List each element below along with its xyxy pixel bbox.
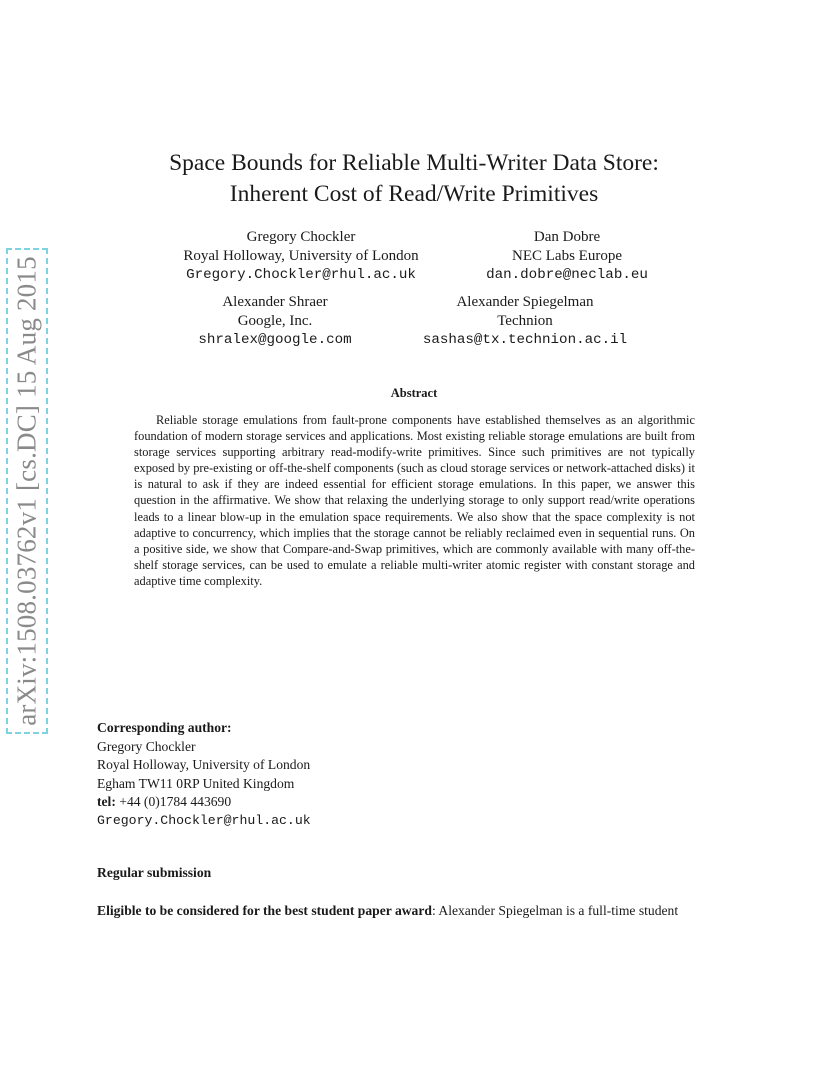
corresponding-email: Gregory.Chockler@rhul.ac.uk — [97, 812, 311, 828]
submission-type: Regular submission — [97, 865, 212, 880]
eligibility-text: : Alexander Spiegelman is a full-time student — [431, 903, 679, 918]
author-block — [160, 228, 442, 285]
paper-title — [0, 148, 828, 210]
arxiv-stamp — [6, 248, 48, 734]
arxiv-identifier: arXiv:1508.03762v1 [cs.DC] 15 Aug 2015 — [11, 256, 42, 726]
corresponding-heading: Corresponding author: — [97, 720, 232, 735]
eligibility-statement — [97, 903, 678, 919]
abstract-heading: Abstract — [390, 386, 438, 400]
author-block — [400, 293, 650, 350]
author-email: shralex@google.com — [198, 332, 352, 348]
corresponding-tel — [97, 793, 311, 812]
author-name: Alexander Shraer — [222, 294, 328, 310]
corresponding-address: Egham TW11 0RP United Kingdom — [97, 775, 295, 791]
author-affiliation: Google, Inc. — [237, 313, 313, 329]
tel-label: tel: — [97, 794, 116, 809]
author-name: Alexander Spiegelman — [456, 294, 594, 310]
title-line-1: Space Bounds for Reliable Multi-Writer Data Store: — [169, 150, 659, 176]
author-email: Gregory.Chockler@rhul.ac.uk — [186, 267, 416, 283]
author-block — [470, 228, 664, 285]
title-line-2: Inherent Cost of Read/Write Primitives — [229, 181, 599, 207]
tel-value: +44 (0)1784 443690 — [115, 794, 232, 809]
corresponding-name: Gregory Chockler — [97, 738, 196, 754]
author-affiliation: Technion — [497, 313, 553, 329]
abstract-body: Reliable storage emulations from fault-prone components have established themselves as an algorithmic foundation of modern storage services and applications. Most existing reliable storage emulations are built from storage services supporting arbitrary read-modify-write primitives. Since such primitives are not typically exposed by pre-existing or off-the-shelf components (such as cloud storage services or network-attached disks) it is natural to ask if they are indeed essential for efficient storage emulations. In this paper, we answer this question in the affirmative. We show that relaxing the underlying storage to only support read/write operations leads to a linear blow-up in the emulation space requirements. We also show that the space complexity is not adaptive to concurrency, which implies that the storage cannot be reliably reclaimed even in sequential runs. On a positive side, we show that Compare-and-Swap primitives, which are commonly available with many off-the-shelf storage services, can be used to emulate a reliable multi-writer atomic register with constant storage and adaptive time complexity. — [134, 413, 695, 588]
author-block — [176, 293, 374, 350]
author-email: sashas@tx.technion.ac.il — [422, 332, 628, 348]
corresponding-author-block — [97, 719, 311, 830]
author-name: Dan Dobre — [533, 229, 601, 245]
eligibility-label: Eligible to be considered for the best student paper award — [97, 903, 432, 918]
author-email: dan.dobre@neclab.eu — [486, 267, 648, 283]
author-affiliation: NEC Labs Europe — [512, 248, 622, 264]
author-name: Gregory Chockler — [246, 229, 356, 245]
corresponding-affiliation: Royal Holloway, University of London — [97, 757, 311, 772]
author-affiliation: Royal Holloway, University of London — [183, 248, 419, 264]
